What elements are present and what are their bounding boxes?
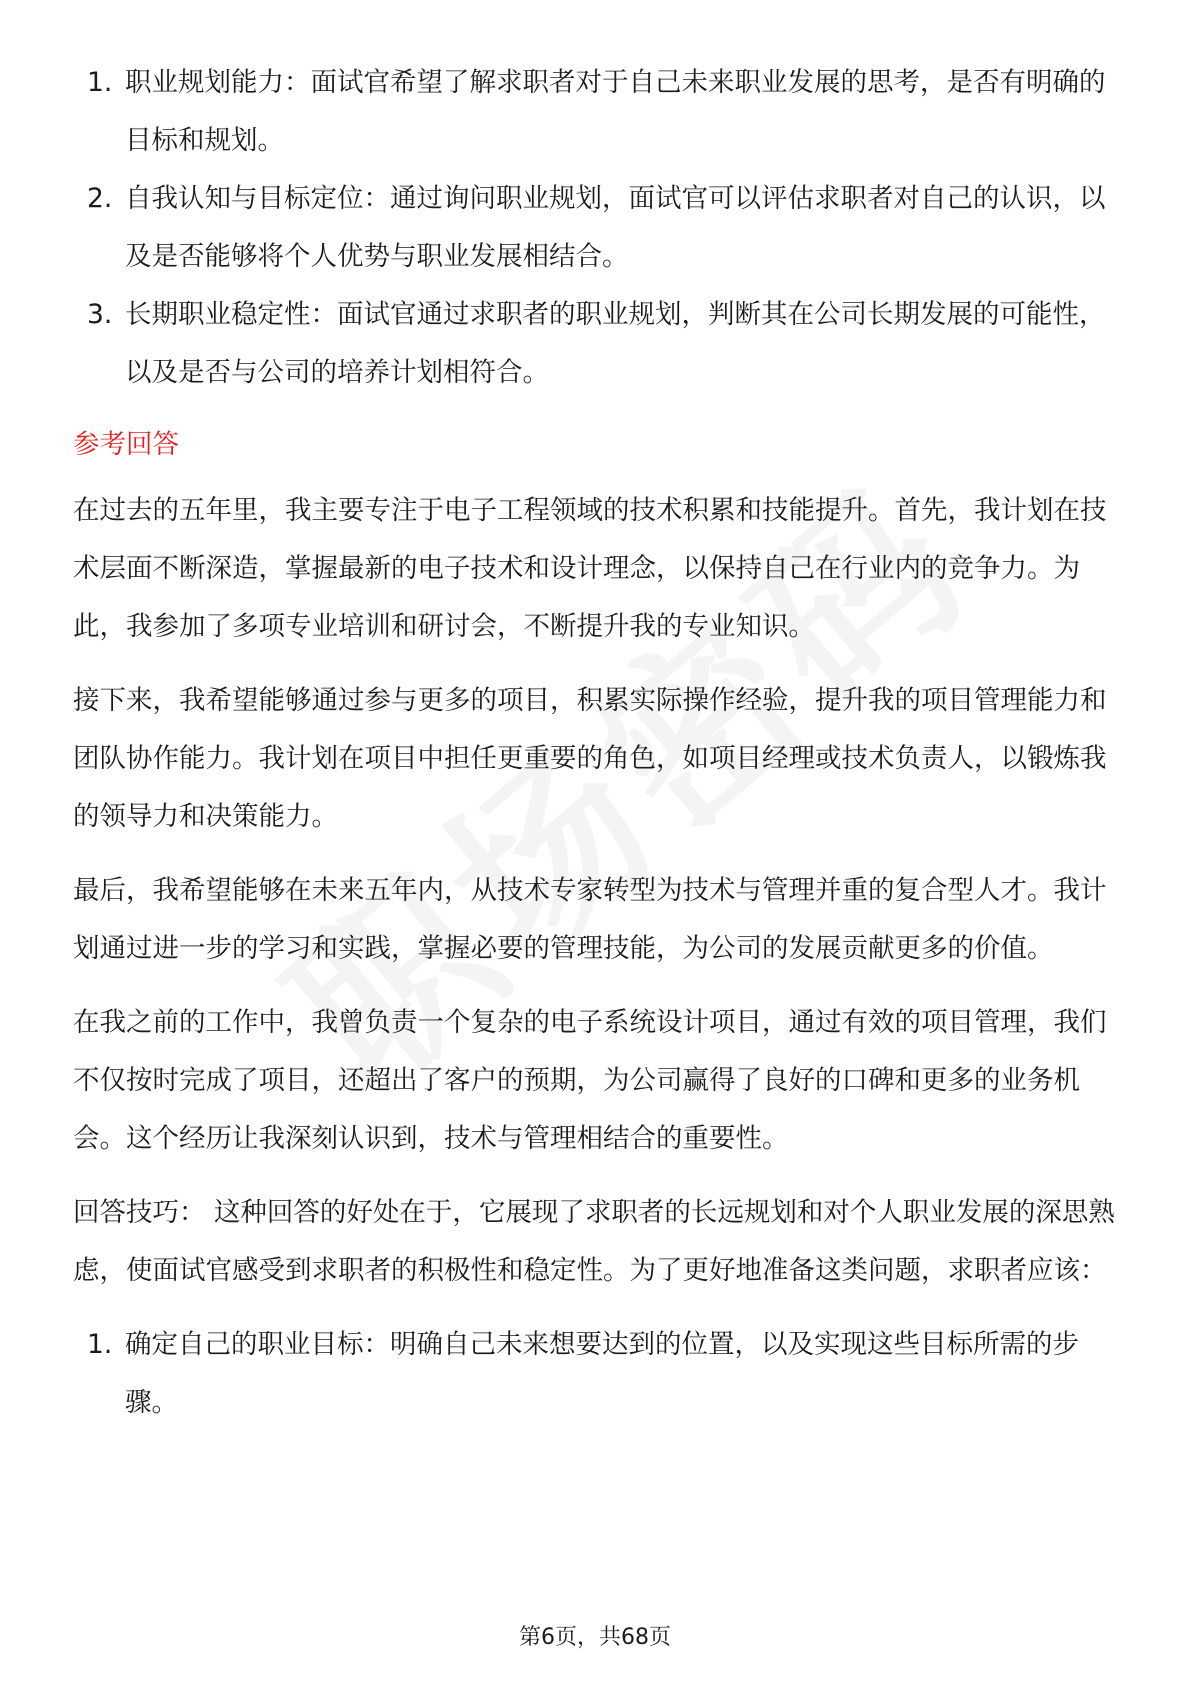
list-number: 1. [87,1329,113,1360]
list-number: 2. [87,183,113,214]
list-text: 长期职业稳定性：面试官通过求职者的职业规划，判断其在公司长期发展的可能性，以及是否与公司的培养计划相符合。 [125,299,1106,388]
page-content [73,54,1123,1432]
list-text: 自我认知与目标定位：通过询问职业规划，面试官可以评估求职者对自己的认识，以及是否能够将个人优势与职业发展相结合。 [125,183,1106,272]
section-title: 参考回答 [73,429,179,460]
list-item [73,1316,1123,1432]
paragraph: 最后，我希望能够在未来五年内，从技术专家转型为技术与管理并重的复合型人才。我计划通过进一步的学习和实践，掌握必要的管理技能，为公司的发展贡献更多的价值。 [73,875,1107,964]
list-item [73,170,1123,286]
list-number: 3. [87,299,113,330]
tips-list [73,1316,1123,1432]
paragraph: 回答技巧： 这种回答的好处在于，它展现了求职者的长远规划和对个人职业发展的深思熟虑，使面试官感受到求职者的积极性和稳定性。为了更好地准备这类问题，求职者应该： [73,1197,1115,1286]
list-item [73,286,1123,402]
list-text: 确定自己的职业目标：明确自己未来想要达到的位置，以及实现这些目标所需的步骤。 [125,1329,1079,1418]
page-footer: 第6页，共68页 [519,1625,671,1650]
list-item [73,54,1123,170]
paragraph: 在我之前的工作中，我曾负责一个复杂的电子系统设计项目，通过有效的项目管理，我们不仅按时完成了项目，还超出了客户的预期，为公司赢得了良好的口碑和更多的业务机会。这个经历让我深刻认识到，技术与管理相结合的重要性。 [73,1007,1107,1154]
list-number: 1. [87,67,113,98]
intro-list [73,54,1123,402]
paragraph: 在过去的五年里，我主要专注于电子工程领域的技术积累和技能提升。首先，我计划在技术层面不断深造，掌握最新的电子技术和设计理念，以保持自己在行业内的竞争力。为此，我参加了多项专业培训和研讨会，不断提升我的专业知识。 [73,495,1107,642]
paragraph: 接下来，我希望能够通过参与更多的项目，积累实际操作经验，提升我的项目管理能力和团队协作能力。我计划在项目中担任更重要的角色，如项目经理或技术负责人，以锻炼我的领导力和决策能力。 [73,685,1107,832]
list-text: 职业规划能力：面试官希望了解求职者对于自己未来职业发展的思考，是否有明确的目标和规划。 [125,67,1106,156]
